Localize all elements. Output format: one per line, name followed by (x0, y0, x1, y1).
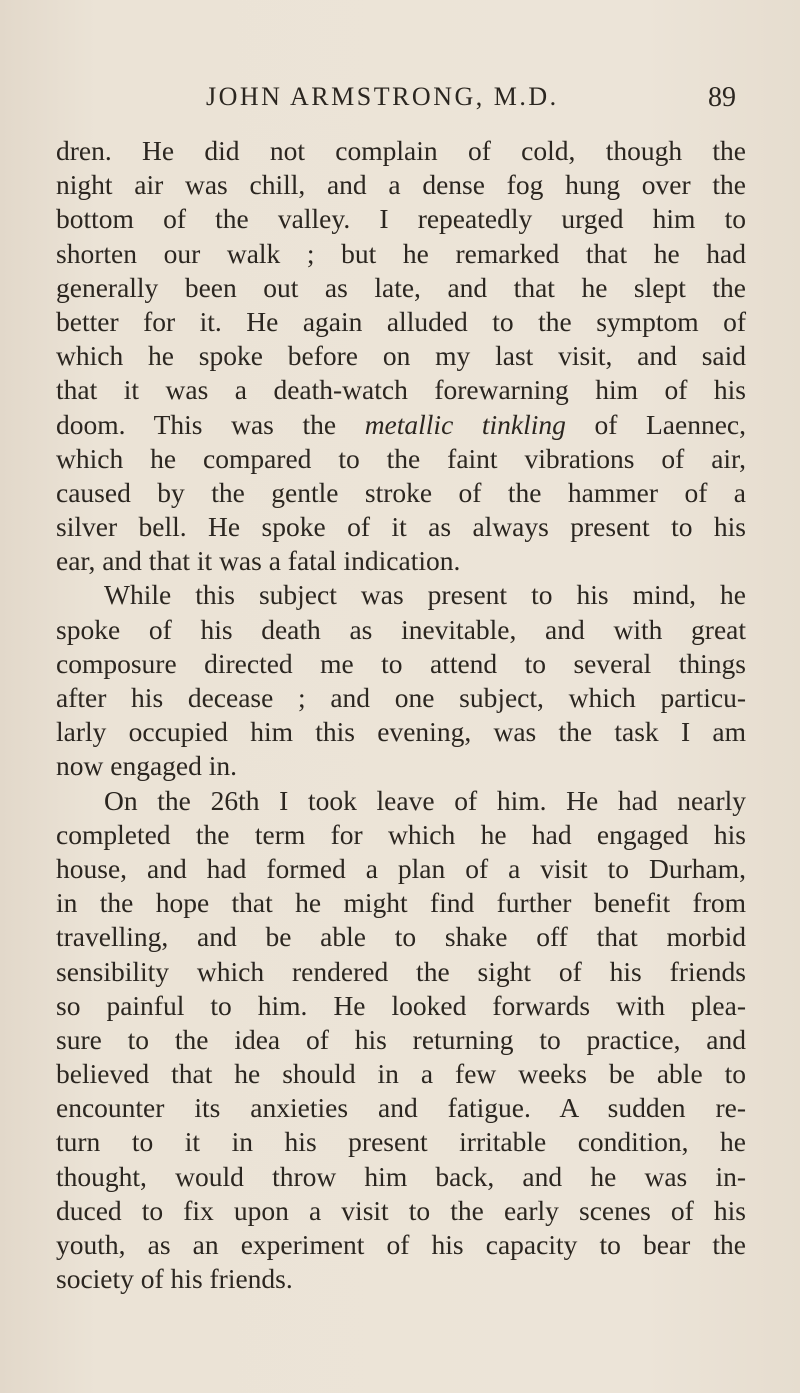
text-line: generally been out as late, and that he slept the (56, 271, 746, 303)
page-number: 89 (708, 82, 736, 113)
text-line: which he spoke before on my last visit, and said (56, 340, 746, 372)
text-line: silver bell. He spoke of it as always present to his (56, 511, 746, 543)
line-tail: of Laennec, (565, 408, 746, 440)
text-line: sure to the idea of his returning to practice, and (56, 1023, 746, 1055)
text-line: which he compared to the faint vibrations of air, (56, 442, 746, 474)
text-line: better for it. He again alluded to the symptom of (56, 305, 746, 337)
text-line: night air was chill, and a dense fog hung over the (56, 169, 746, 201)
text-line: in the hope that he might find further benefit from (56, 887, 746, 919)
text-line: spoke of his death as inevitable, and with great (56, 613, 746, 645)
text-line: shorten our walk ; but he remarked that he had (56, 237, 746, 269)
text-line: bottom of the valley. I repeatedly urged him to (56, 203, 746, 235)
text-line: completed the term for which he had engaged his (56, 818, 746, 850)
text-line: thought, would throw him back, and he was in- (56, 1160, 746, 1192)
text-line: larly occupied him this evening, was the task I am (56, 716, 746, 748)
text-line: now engaged in. (56, 750, 237, 782)
text-line: so painful to him. He looked forwards with plea- (56, 989, 746, 1021)
text-line: sensibility which rendered the sight of his friends (56, 955, 746, 987)
text-line: dren. He did not complain of cold, though the (56, 135, 746, 166)
line-start: doom. This was the (56, 408, 365, 440)
text-line: encounter its anxieties and fatigue. A sudden re- (56, 1092, 746, 1124)
body-text (56, 134, 746, 1296)
text-line: duced to fix upon a visit to the early scenes of his (56, 1194, 746, 1226)
text-line: believed that he should in a few weeks be able to (56, 1058, 746, 1090)
text-line: ear, and that it was a fatal indication. (56, 545, 461, 577)
text-line (56, 408, 746, 442)
text-line: caused by the gentle stroke of the hammer of a (56, 476, 746, 508)
running-title: JOHN ARMSTRONG, M.D. (206, 82, 559, 111)
running-head (56, 82, 746, 122)
text-line: after his decease ; and one subject, which particu- (56, 682, 746, 713)
text-line: house, and had formed a plan of a visit to Durham, (56, 852, 746, 884)
text-line: On the 26th I took leave of him. He had nearly (104, 784, 746, 816)
text-line: While this subject was present to his mind, he (104, 579, 746, 611)
text-line: that it was a death-watch forewarning him of his (56, 374, 746, 406)
italic-phrase: metallic tinkling (364, 408, 566, 440)
text-line: composure directed me to attend to several things (56, 647, 746, 679)
text-line: travelling, and be able to shake off that morbid (56, 921, 746, 953)
text-line: society of his friends. (56, 1263, 293, 1295)
text-line: youth, as an experiment of his capacity to bear the (56, 1229, 746, 1260)
text-line: turn to it in his present irritable condition, he (56, 1126, 746, 1158)
